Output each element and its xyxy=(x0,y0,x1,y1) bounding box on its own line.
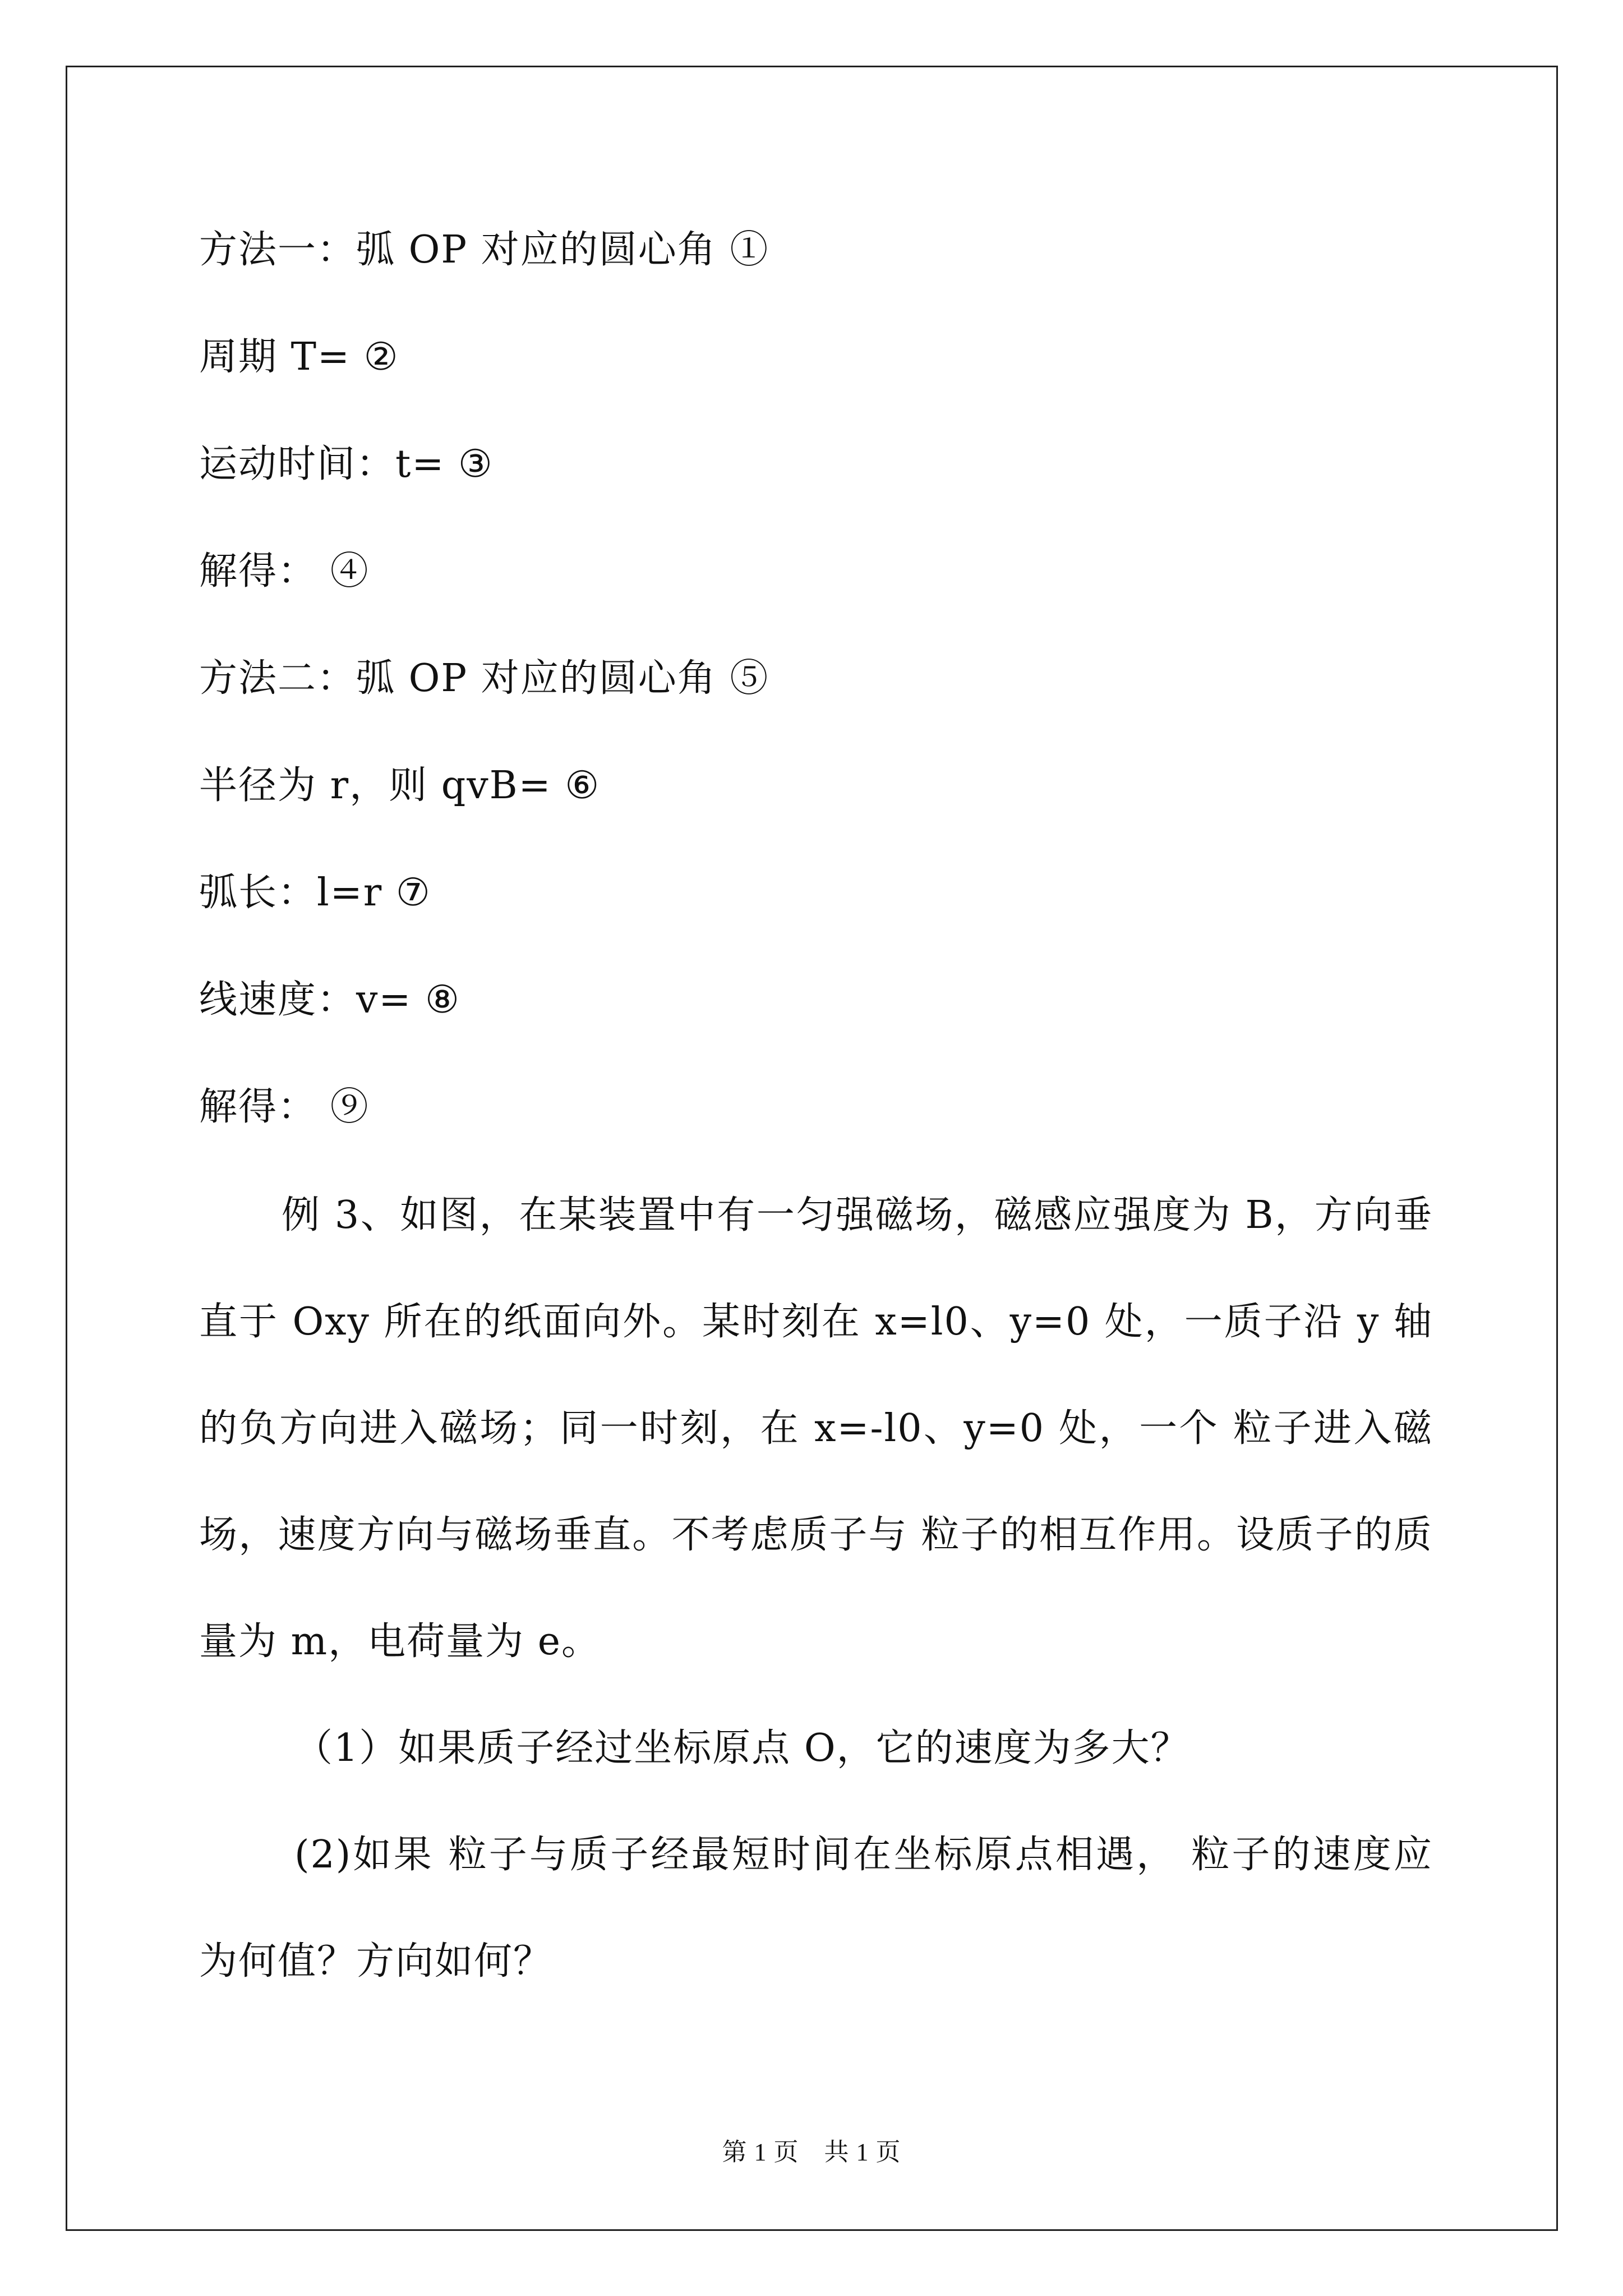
arc-length-line: 弧长：l=r ⑦ xyxy=(199,871,431,915)
method-two-angle-line: 方法二：弧 OP 对应的圆心角 ⑤ xyxy=(199,656,769,701)
period-line: 周期 T= ② xyxy=(199,335,399,379)
page-footer: 第 1 页 共 1 页 xyxy=(722,2138,901,2166)
solution-line-1: 解得： ④ xyxy=(199,549,370,593)
radius-line: 半径为 r，则 qvB= ⑥ xyxy=(199,763,601,808)
example-3-paragraph: 例 3、如图，在某装置中有一匀强磁场，磁感应强度为 B，方向垂直于 Oxy 所在的纸面向外。某时刻在 x=l0、y=0 处，一质子沿 y 轴的负方向进入磁场；同一时刻，在 x=-l0、y=0 处，一个 粒子进入磁场，速度方向与磁场垂直。不考虑质子与 粒子的相互作用。设质子的质量为 m，电荷量为 e。 xyxy=(199,1193,1433,1664)
solution-line-2: 解得： ⑨ xyxy=(199,1085,370,1129)
question-2: (2)如果 粒子与质子经最短时间在坐标原点相遇， 粒子的速度应为何值？方向如何？ xyxy=(199,1833,1433,1984)
linear-velocity-line: 线速度：v= ⑧ xyxy=(199,978,460,1022)
motion-time-line: 运动时间：t= ③ xyxy=(199,442,494,486)
question-1: （1）如果质子经过坐标原点 O，它的速度为多大？ xyxy=(294,1726,1190,1770)
method-one-angle-line: 方法一：弧 OP 对应的圆心角 ① xyxy=(199,228,769,272)
